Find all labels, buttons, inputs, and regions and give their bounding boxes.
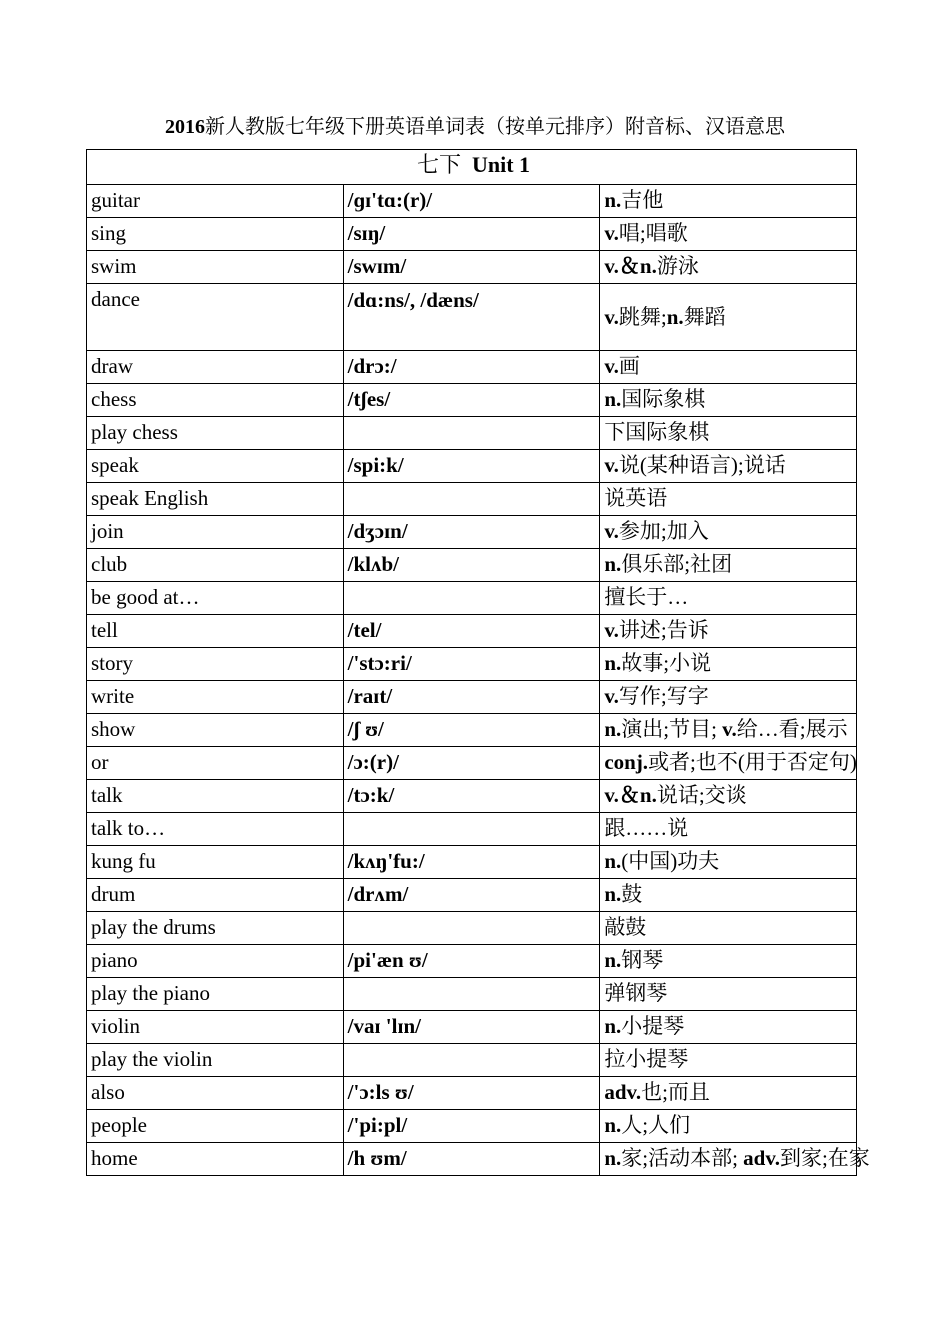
meaning-text: 或者;也不(用于否定句) [648, 750, 857, 774]
phonetic-cell: /sɪŋ/ [343, 218, 600, 251]
phonetic-cell: /tel/ [343, 615, 600, 648]
table-row [87, 681, 857, 714]
word-cell: people [87, 1110, 344, 1143]
phonetic-cell [343, 912, 600, 945]
table-row [87, 582, 857, 615]
phonetic-cell: /h ʊm/ [343, 1143, 600, 1176]
part-of-speech: n. [604, 1113, 622, 1137]
table-row [87, 1011, 857, 1044]
word-cell: chess [87, 384, 344, 417]
meaning-text-secondary: 到家;在家 [779, 1146, 870, 1170]
word-cell: speak English [87, 483, 344, 516]
part-of-speech-secondary: adv. [743, 1146, 780, 1170]
meaning-cell [600, 780, 857, 813]
meaning-cell [600, 251, 857, 284]
table-row [87, 615, 857, 648]
meaning-cell [600, 714, 857, 747]
phonetic-cell: /ʃ ʊ/ [343, 714, 600, 747]
meaning-text: 跳舞; [618, 305, 667, 329]
meaning-text: 演出;节目; [621, 717, 717, 741]
meaning-cell [600, 648, 857, 681]
part-of-speech: conj. [604, 750, 649, 774]
part-of-speech: v. [604, 453, 619, 477]
vocabulary-table-body [87, 150, 870, 1176]
part-of-speech: n. [604, 948, 622, 972]
word-cell: sing [87, 218, 344, 251]
meaning-cell [600, 879, 857, 912]
table-row [87, 1044, 857, 1077]
table-row [87, 549, 857, 582]
word-cell: play chess [87, 417, 344, 450]
phonetic-cell: /klʌb/ [343, 549, 600, 582]
part-of-speech: v. [604, 354, 619, 378]
word-cell: guitar [87, 185, 344, 218]
table-row [87, 516, 857, 549]
table-row [87, 450, 857, 483]
vocabulary-table [86, 149, 870, 1176]
word-cell: talk to… [87, 813, 344, 846]
meaning-text: 写作;写字 [618, 684, 709, 708]
meaning-cell [600, 1077, 857, 1110]
table-row [87, 351, 857, 384]
meaning-cell [600, 945, 857, 978]
part-of-speech: v. [604, 519, 619, 543]
meaning-cell [600, 516, 857, 549]
word-cell: be good at… [87, 582, 344, 615]
part-of-speech: v. [604, 305, 619, 329]
unit-header-cell [87, 150, 857, 185]
phonetic-cell: /tɔ:k/ [343, 780, 600, 813]
meaning-cell [600, 1011, 857, 1044]
table-row [87, 218, 857, 251]
table-row [87, 780, 857, 813]
word-cell: play the piano [87, 978, 344, 1011]
meaning-text: 家;活动本部; [621, 1146, 738, 1170]
table-row [87, 1143, 857, 1176]
table-row [87, 978, 857, 1011]
word-cell: piano [87, 945, 344, 978]
meaning-text: 说话;交谈 [656, 783, 747, 807]
meaning-cell [600, 813, 857, 846]
table-row [87, 945, 857, 978]
meaning-cell [600, 846, 857, 879]
meaning-text: 钢琴 [621, 948, 664, 972]
meaning-cell [600, 450, 857, 483]
meaning-text: 参加;加入 [618, 519, 709, 543]
meaning-text: 国际象棋 [621, 387, 706, 411]
phonetic-cell: /'ɔ:ls ʊ/ [343, 1077, 600, 1110]
meaning-text-secondary: 舞蹈 [683, 305, 726, 329]
part-of-speech: v. [604, 221, 619, 245]
meaning-text: 也;而且 [641, 1080, 710, 1104]
phonetic-cell: /dɑ:ns/, /dæns/ [343, 284, 600, 351]
part-of-speech: n. [604, 387, 622, 411]
meaning-text: 画 [618, 354, 640, 378]
phonetic-cell [343, 813, 600, 846]
part-of-speech: v.＆n. [604, 783, 657, 807]
phonetic-cell: /'stɔ:ri/ [343, 648, 600, 681]
part-of-speech-secondary: v. [722, 717, 737, 741]
word-cell: draw [87, 351, 344, 384]
meaning-text: 人;人们 [621, 1113, 691, 1137]
table-row [87, 251, 857, 284]
word-cell: also [87, 1077, 344, 1110]
meaning-cell [600, 582, 857, 615]
part-of-speech: n. [604, 188, 622, 212]
meaning-text: 敲鼓 [604, 915, 647, 939]
word-cell: join [87, 516, 344, 549]
word-cell: talk [87, 780, 344, 813]
phonetic-cell: /kʌŋ'fu:/ [343, 846, 600, 879]
meaning-text: 拉小提琴 [604, 1047, 689, 1071]
part-of-speech: n. [604, 1014, 622, 1038]
word-cell: play the drums [87, 912, 344, 945]
meaning-text: 小提琴 [621, 1014, 685, 1038]
phonetic-cell: /vaɪ 'lɪn/ [343, 1011, 600, 1044]
meaning-cell [600, 284, 857, 351]
phonetic-cell: /'pi:pl/ [343, 1110, 600, 1143]
table-row [87, 185, 857, 218]
meaning-cell [600, 615, 857, 648]
phonetic-cell: /drɔ:/ [343, 351, 600, 384]
table-row [87, 813, 857, 846]
meaning-cell [600, 681, 857, 714]
part-of-speech: n. [604, 882, 622, 906]
word-cell: play the violin [87, 1044, 344, 1077]
meaning-text: 说英语 [604, 486, 668, 510]
meaning-text: 说(某种语言);说话 [618, 453, 786, 477]
phonetic-cell: /tʃes/ [343, 384, 600, 417]
part-of-speech: n. [604, 717, 622, 741]
table-row [87, 384, 857, 417]
table-row [87, 747, 857, 780]
phonetic-cell [343, 978, 600, 1011]
phonetic-cell: /ɔ:(r)/ [343, 747, 600, 780]
word-cell: violin [87, 1011, 344, 1044]
meaning-cell [600, 483, 857, 516]
table-row [87, 846, 857, 879]
part-of-speech: n. [604, 1146, 622, 1170]
unit-header-row [87, 150, 857, 185]
word-cell: swim [87, 251, 344, 284]
phonetic-cell: /raɪt/ [343, 681, 600, 714]
table-row [87, 1077, 857, 1110]
phonetic-cell: /pi'æn ʊ/ [343, 945, 600, 978]
meaning-cell [600, 978, 857, 1011]
phonetic-cell [343, 582, 600, 615]
meaning-cell [600, 1110, 857, 1143]
meaning-text: 跟……说 [604, 816, 689, 840]
phonetic-cell [343, 483, 600, 516]
meaning-cell [600, 1044, 857, 1077]
word-cell: show [87, 714, 344, 747]
meaning-text: 擅长于… [604, 585, 689, 609]
meaning-text: 吉他 [621, 188, 664, 212]
table-row [87, 879, 857, 912]
phonetic-cell: /ɡɪ'tɑ:(r)/ [343, 185, 600, 218]
phonetic-cell [343, 1044, 600, 1077]
meaning-cell [600, 549, 857, 582]
table-row [87, 648, 857, 681]
table-row [87, 912, 857, 945]
word-cell: club [87, 549, 344, 582]
word-cell: drum [87, 879, 344, 912]
meaning-cell [600, 185, 857, 218]
meaning-text: 下国际象棋 [604, 420, 710, 444]
meaning-text-secondary: 给…看;展示 [736, 717, 848, 741]
table-row [87, 417, 857, 450]
word-cell: dance [87, 284, 344, 351]
title-text: 新人教版七年级下册英语单词表（按单元排序）附音标、汉语意思 [205, 116, 785, 138]
unit-header-unit: Unit 1 [471, 152, 531, 177]
title-year: 2016 [165, 116, 205, 138]
page-title [0, 113, 950, 141]
phonetic-cell [343, 417, 600, 450]
word-cell: or [87, 747, 344, 780]
meaning-cell [600, 218, 857, 251]
part-of-speech: v.＆n. [604, 254, 657, 278]
meaning-text: (中国)功夫 [621, 849, 720, 873]
meaning-cell [600, 384, 857, 417]
part-of-speech: n. [604, 552, 622, 576]
phonetic-cell: /spi:k/ [343, 450, 600, 483]
meaning-text: 俱乐部;社团 [621, 552, 733, 576]
phonetic-cell: /swɪm/ [343, 251, 600, 284]
word-cell: speak [87, 450, 344, 483]
word-cell: write [87, 681, 344, 714]
word-cell: story [87, 648, 344, 681]
part-of-speech: adv. [604, 1080, 642, 1104]
table-row [87, 1110, 857, 1143]
table-row [87, 284, 857, 351]
part-of-speech-secondary: n. [666, 305, 684, 329]
meaning-text: 弹钢琴 [604, 981, 668, 1005]
meaning-text: 故事;小说 [621, 651, 712, 675]
meaning-cell [600, 351, 857, 384]
meaning-text: 游泳 [656, 254, 699, 278]
part-of-speech: v. [604, 618, 619, 642]
table-row [87, 714, 857, 747]
phonetic-cell: /dʒɔɪn/ [343, 516, 600, 549]
phonetic-cell: /drʌm/ [343, 879, 600, 912]
meaning-cell [600, 912, 857, 945]
part-of-speech: v. [604, 684, 619, 708]
word-cell: tell [87, 615, 344, 648]
meaning-cell [600, 417, 857, 450]
meaning-text: 鼓 [621, 882, 643, 906]
meaning-cell [600, 747, 857, 780]
unit-header-prefix: 七下 [416, 152, 461, 177]
meaning-text: 唱;唱歌 [618, 221, 688, 245]
word-cell: home [87, 1143, 344, 1176]
part-of-speech: n. [604, 849, 622, 873]
meaning-text: 讲述;告诉 [618, 618, 709, 642]
word-cell: kung fu [87, 846, 344, 879]
part-of-speech: n. [604, 651, 622, 675]
table-row [87, 483, 857, 516]
meaning-cell [600, 1143, 870, 1176]
